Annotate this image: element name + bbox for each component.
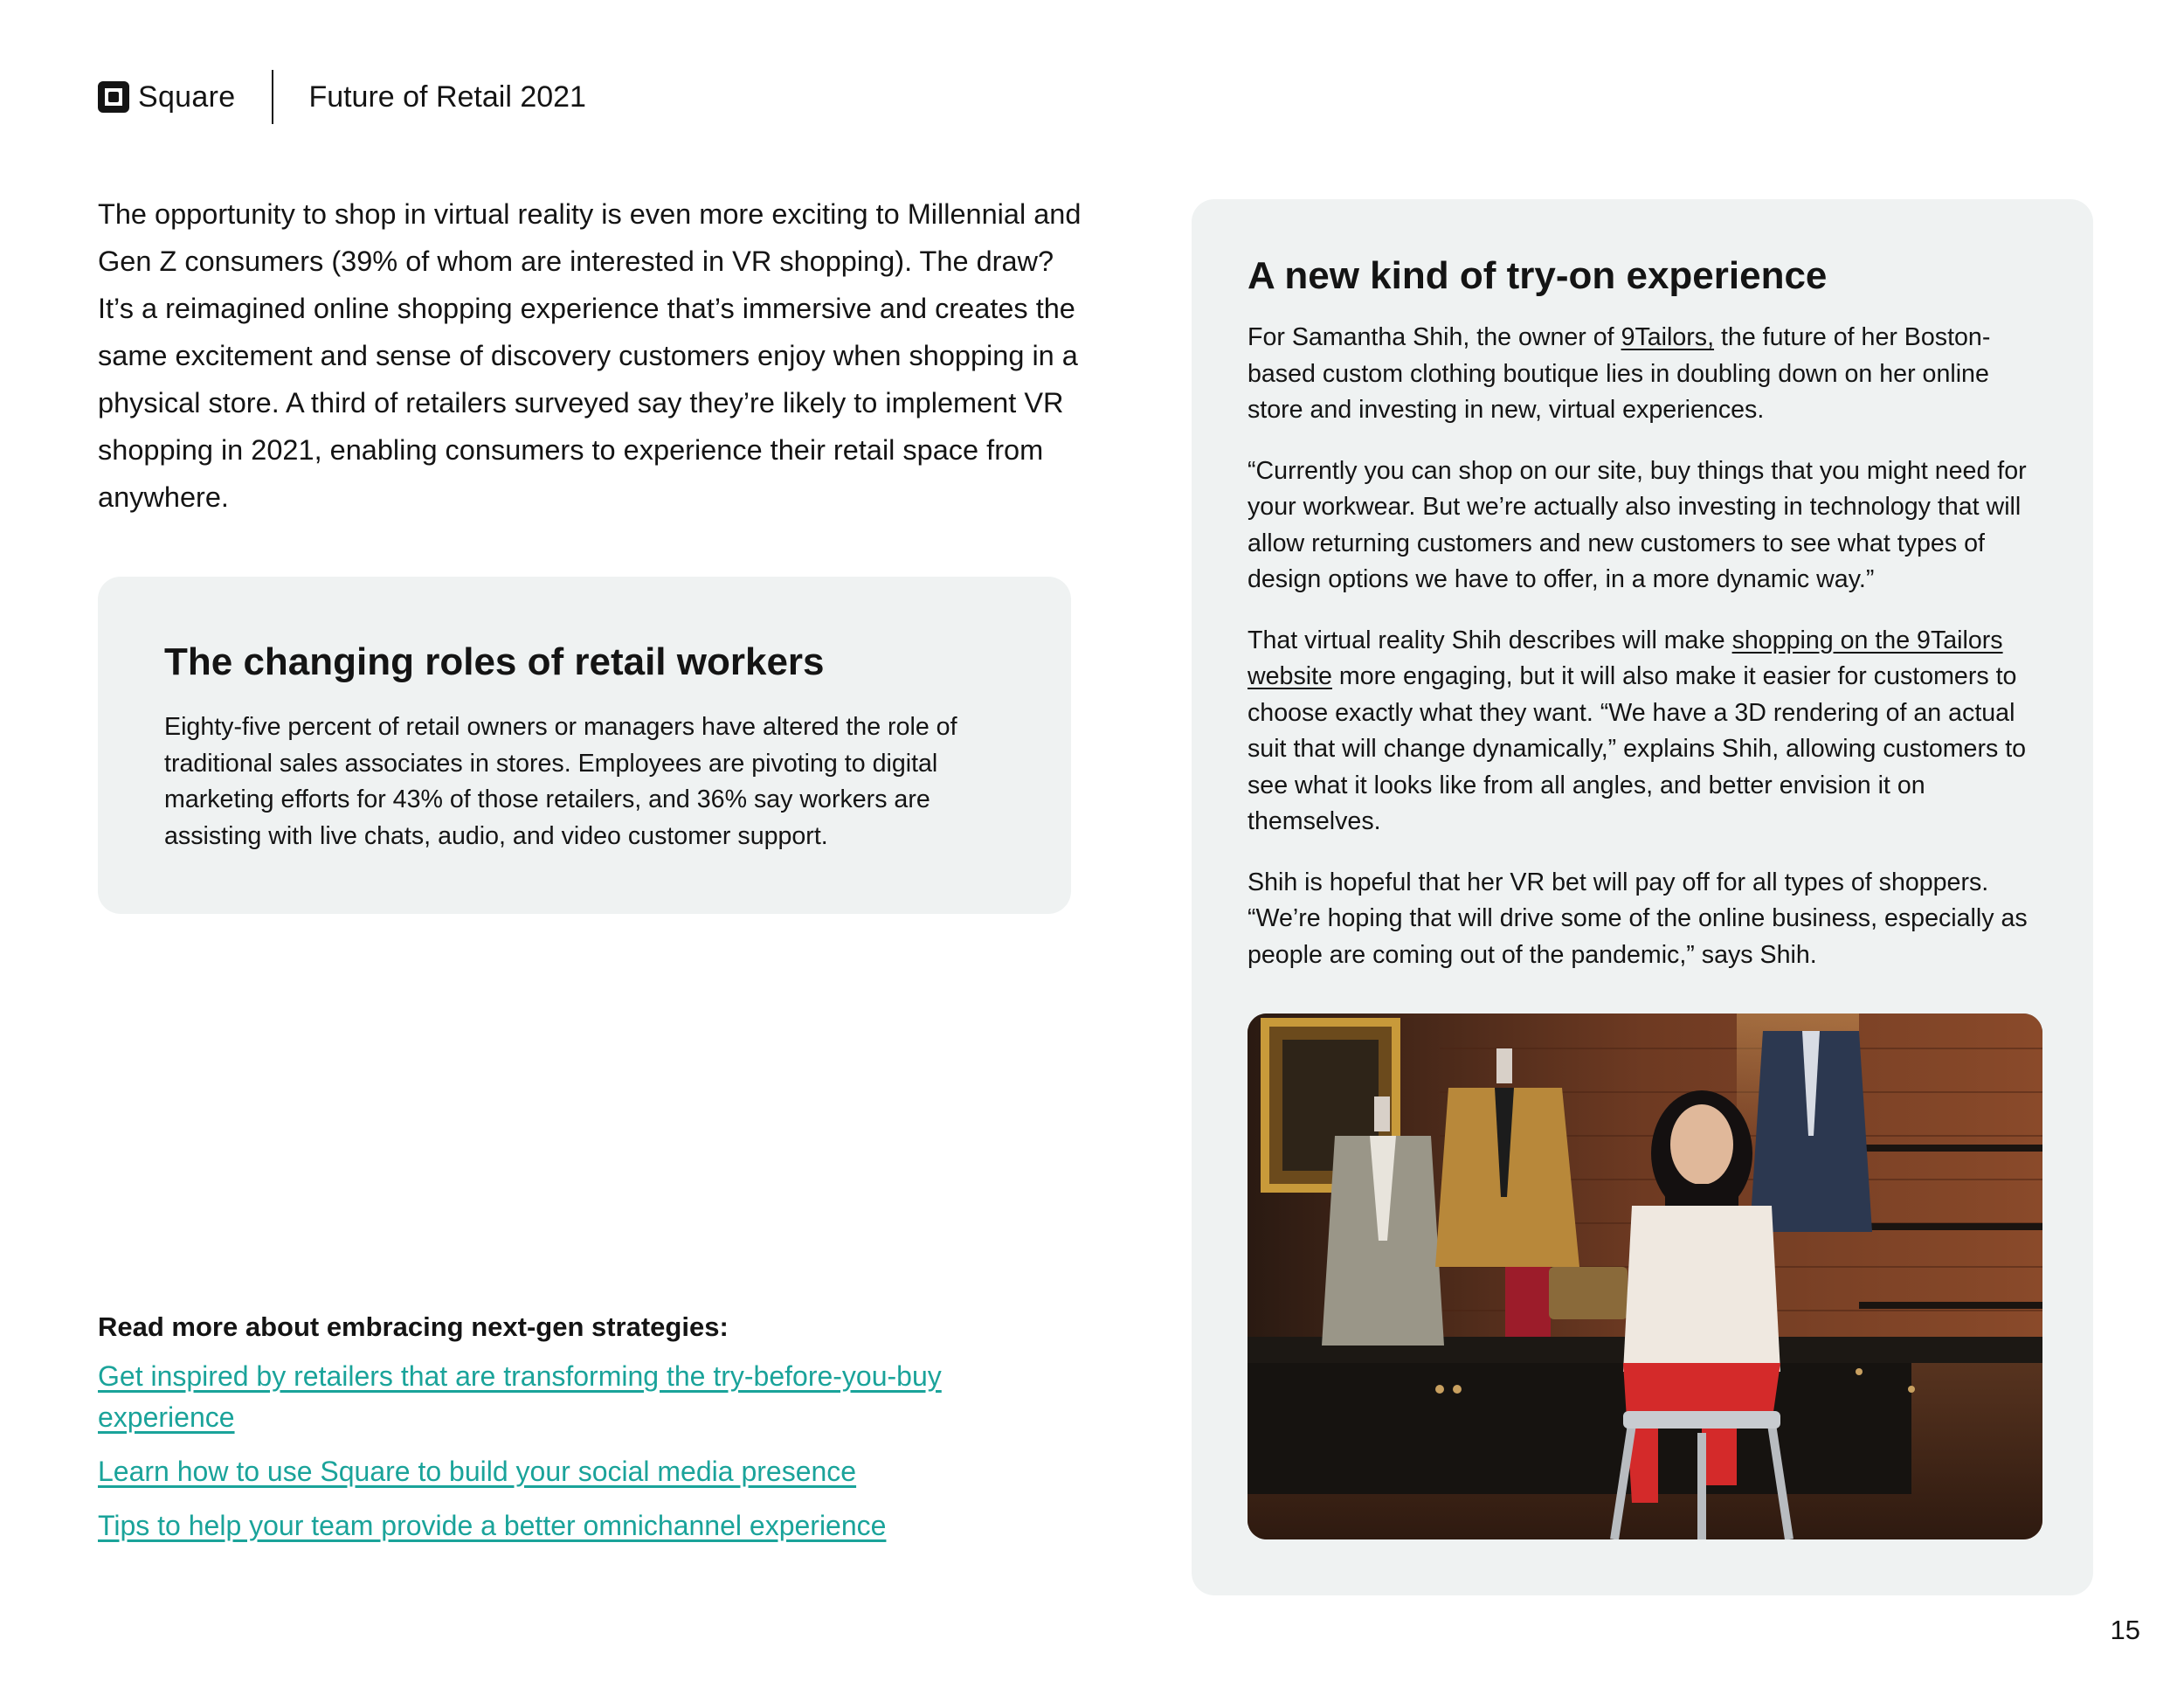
try-on-paragraph-4: Shih is hopeful that her VR bet will pay off for all types of shoppers. “We’re hoping that will drive some of the online business, especially as people are coming out of the pandemic,” says Shih. <box>1248 868 2028 969</box>
9tailors-link[interactable]: 9Tailors, <box>1621 323 1715 351</box>
link-try-before-you-buy[interactable]: Get inspired by retailers that are transforming the try-before-you-buy experience <box>98 1360 942 1433</box>
retail-workers-heading: The changing roles of retail workers <box>164 640 825 683</box>
square-logo-icon <box>98 81 129 113</box>
p3-text-before: That virtual reality Shih describes will make <box>1248 626 1732 654</box>
square-logo <box>98 80 235 114</box>
9tailors-website-link[interactable]: shopping on the 9Tailors website <box>1248 626 2003 690</box>
page-number: 15 <box>2110 1615 2140 1645</box>
report-title: Future of Retail 2021 <box>308 80 586 114</box>
link-omnichannel-experience[interactable]: Tips to help your team provide a better omnichannel experience <box>98 1510 887 1541</box>
try-on-paragraph-3 <box>1248 623 2037 841</box>
link-social-media-presence[interactable]: Learn how to use Square to build your social media presence <box>98 1456 857 1487</box>
boutique-photo-illustration <box>1248 1013 2042 1539</box>
try-on-heading: A new kind of try-on experience <box>1248 254 1828 297</box>
read-more-section <box>98 1304 1041 1560</box>
page-header <box>98 70 586 124</box>
intro-paragraph: The opportunity to shop in virtual reality is even more exciting to Millennial and Gen Z consumers (39% of whom are interested in VR shopping). The draw? It’s a reimagined online shopping experience that’s immersive and creates the same excitement and sense of discovery customers enjoy when shopping in a physical store. A third of retailers surveyed say they’re likely to implement VR shopping in 2021, enabling consumers to experience their retail space from anywhere. <box>98 198 1082 513</box>
p1-text-before: For Samantha Shih, the owner of <box>1248 323 1621 351</box>
read-more-heading: Read more about embracing next-gen strategies: <box>98 1311 729 1342</box>
retail-workers-body: Eighty-five percent of retail owners or managers have altered the role of traditional sales associates in stores. Employees are pivoting to digital marketing efforts for 43% of those retailers, and 36% say workers are assisting with live chats, audio, and video customer support. <box>164 713 957 850</box>
try-on-paragraph-2: “Currently you can shop on our site, buy things that you might need for your workwear. But we’re actually also investing in technology that will allow returning customers and new customers to see what types of design options we have to offer, in a more dynamic way.” <box>1248 456 2027 593</box>
p3-text-after: more engaging, but it will also make it easier for customers to choose exactly what they want. “We have a 3D rendering of an actual suit that will change dynamically,” explains Shih, allowing customers to see what it looks like from all angles, and better envision it on themselves. <box>1248 662 2027 835</box>
try-on-paragraph-1 <box>1248 320 2037 429</box>
p1-text-after: the future of her Boston-based custom clothing boutique lies in doubling down on her online store and investing in new, virtual experiences. <box>1248 323 1991 424</box>
boutique-owner-photo <box>1248 1013 2042 1539</box>
brand-name: Square <box>138 80 236 114</box>
retail-workers-card <box>98 577 1071 914</box>
header-divider <box>272 70 273 124</box>
try-on-experience-card <box>1192 199 2093 1595</box>
